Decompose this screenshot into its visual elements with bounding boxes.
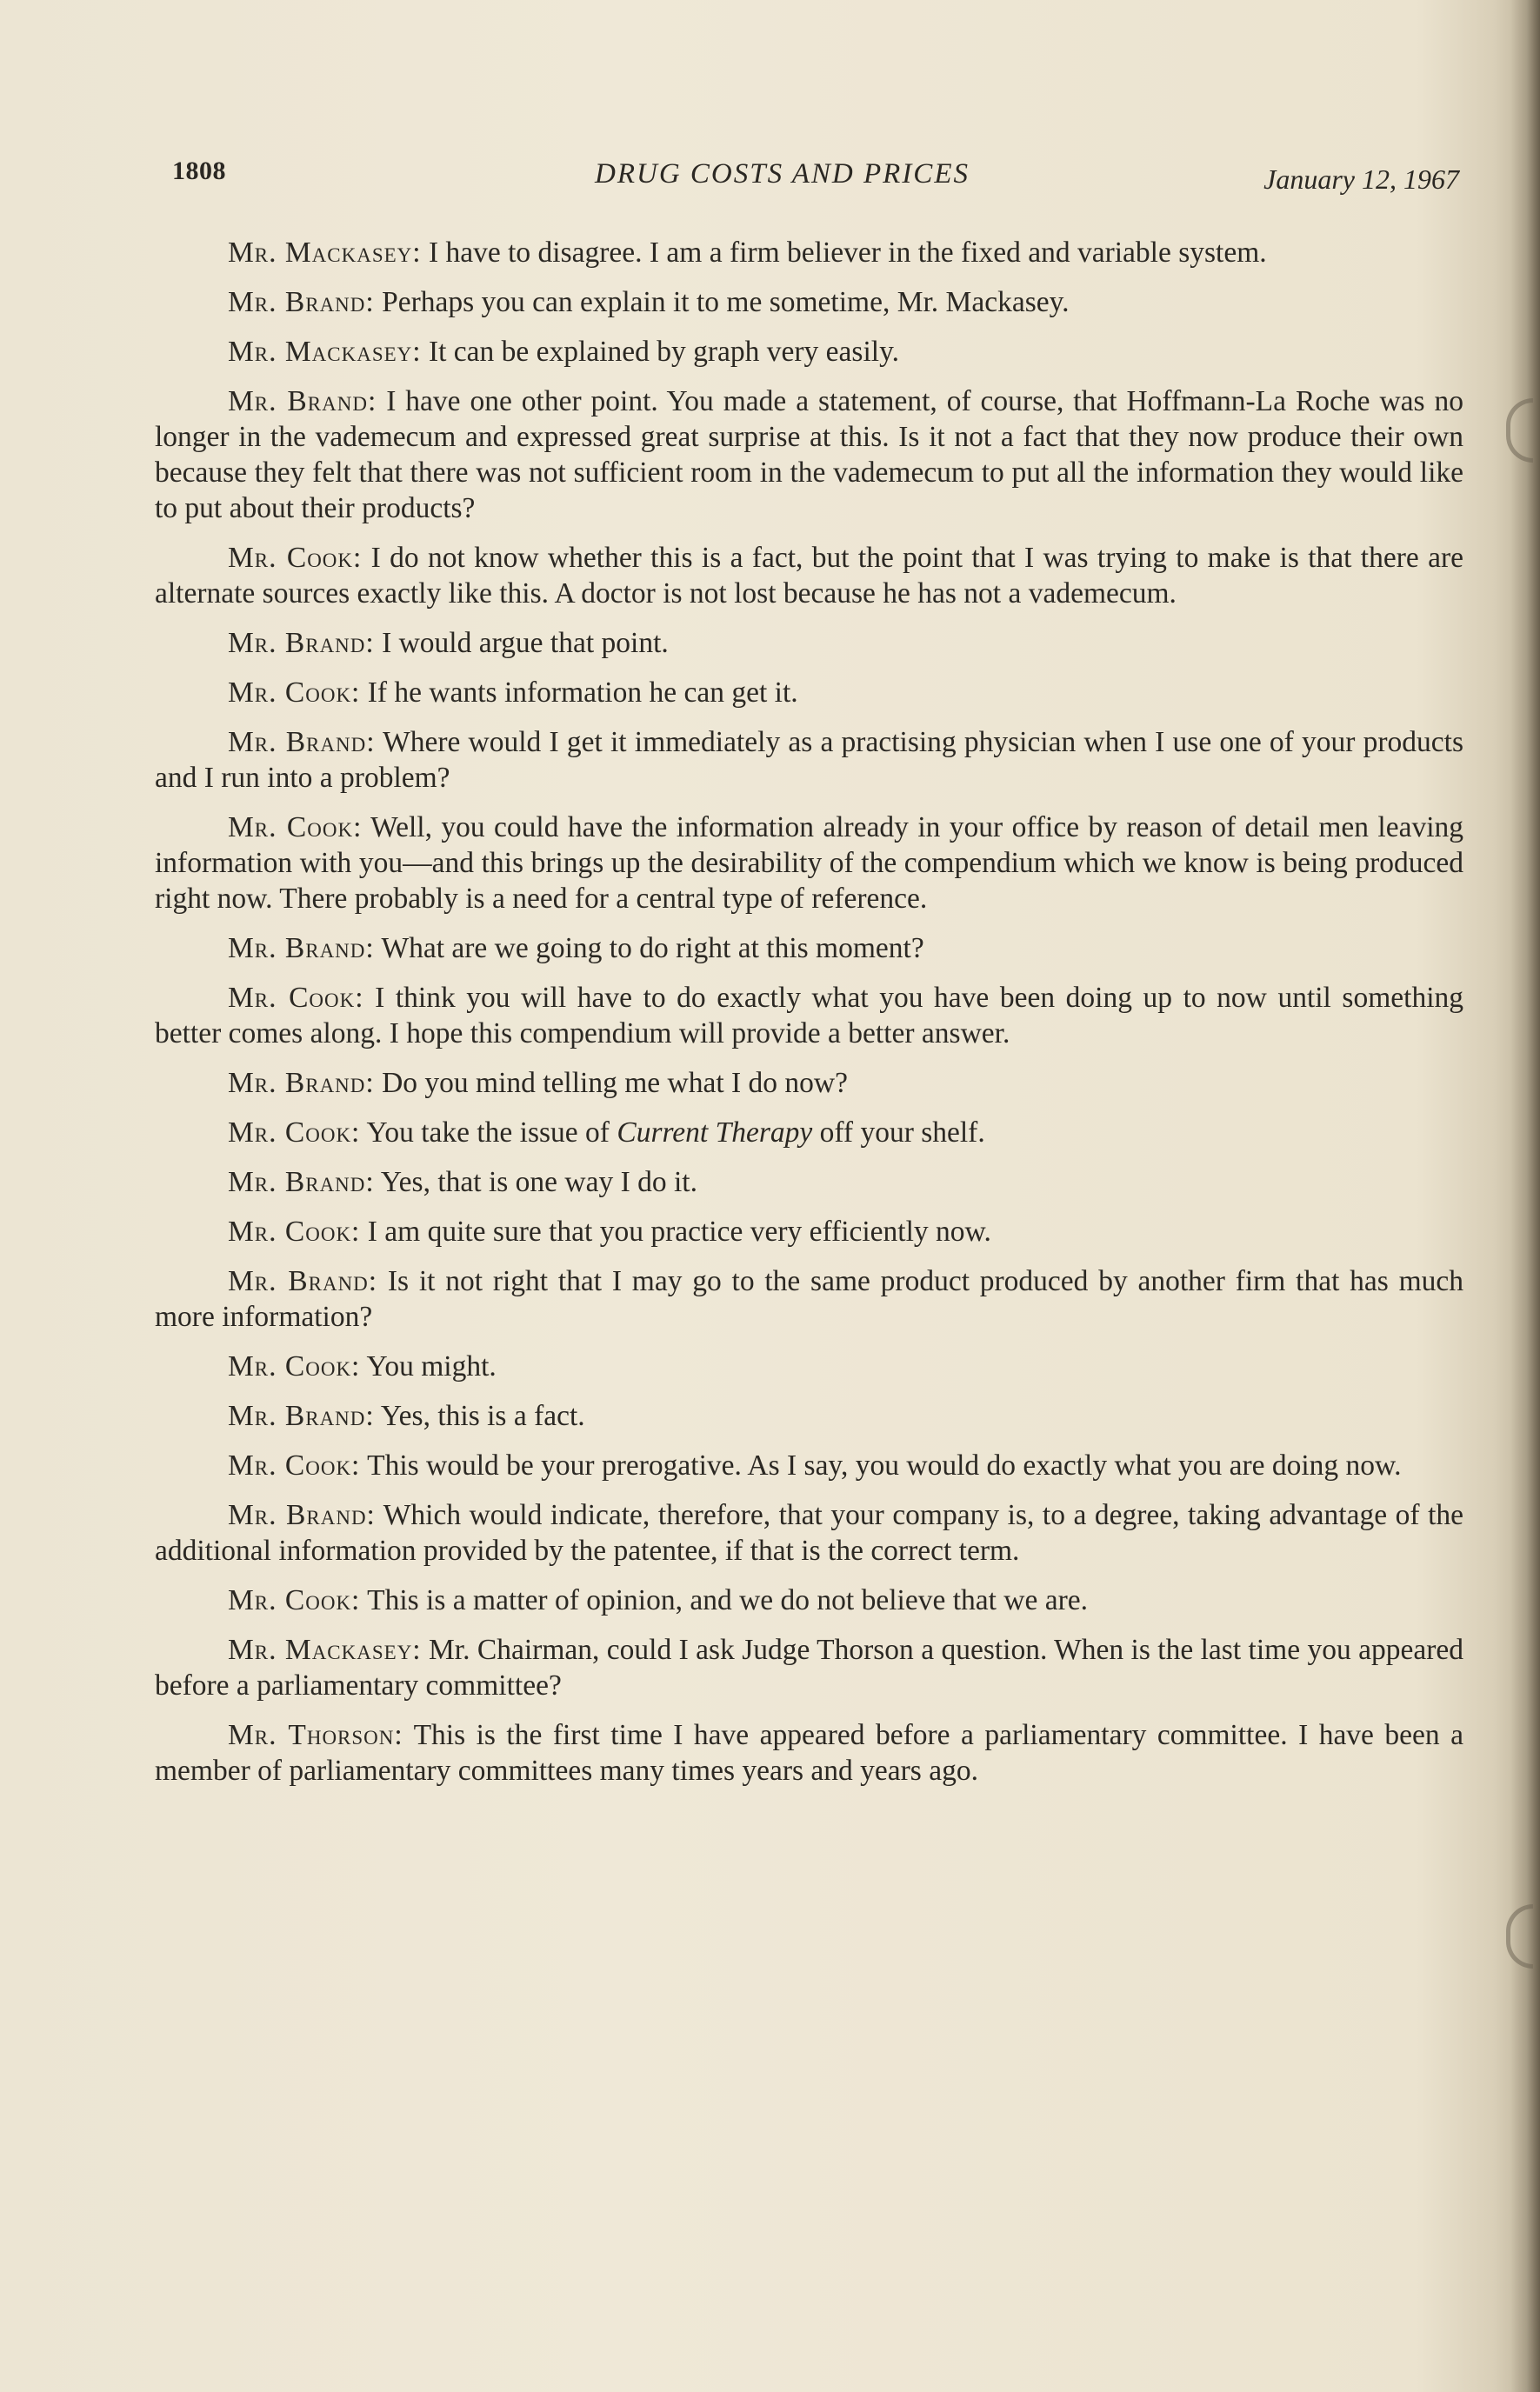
- speaker-name: Mr. Brand:: [228, 726, 376, 758]
- paragraph: [155, 625, 1463, 661]
- speaker-name: Mr. Cook:: [228, 1584, 361, 1616]
- paragraph-text: What are we going to do right at this moment?: [374, 932, 924, 964]
- speaker-name: Mr. Cook:: [228, 1350, 361, 1383]
- speaker-name: Mr. Brand:: [228, 1067, 375, 1099]
- paragraph: [155, 1164, 1463, 1200]
- paragraph-text: Mr. Chairman, could I ask Judge Thorson a question. When is the last time you appeared before a parliamentary committee?: [155, 1634, 1463, 1702]
- speaker-name: Mr. Brand:: [228, 1166, 375, 1198]
- paragraph: [155, 980, 1463, 1051]
- binding-edge-shadow: [1510, 0, 1540, 2392]
- speaker-name: Mr. Brand:: [228, 627, 375, 659]
- paragraph-text: Do you mind telling me what I do now?: [374, 1067, 848, 1099]
- paragraph-text: Perhaps you can explain it to me sometime, Mr. Mackasey.: [374, 286, 1070, 318]
- paragraph: [155, 1065, 1463, 1101]
- speaker-name: Mr. Cook:: [228, 1116, 361, 1149]
- speaker-name: Mr. Cook:: [228, 811, 363, 843]
- paragraph-text: Yes, this is a fact.: [374, 1400, 585, 1432]
- speaker-name: Mr. Mackasey:: [228, 1634, 422, 1666]
- speaker-name: Mr. Mackasey:: [228, 336, 422, 368]
- paragraph-text: I have one other point. You made a statement, of course, that Hoffmann-La Roche was no longer in the vademecum and expressed great surprise at this. Is it not a fact that they now produce their own because they felt that there was not sufficient room in the vademecum to put all the information they would like to put about their products?: [155, 385, 1464, 524]
- paragraph: [155, 383, 1463, 526]
- paragraph: [155, 1497, 1463, 1569]
- paragraph-text: This is a matter of opinion, and we do not believe that we are.: [360, 1584, 1089, 1616]
- paragraph: [155, 675, 1463, 710]
- paragraph-text: Is it not right that I may go to the same product produced by another firm that has much more information?: [155, 1265, 1464, 1333]
- speaker-name: Mr. Cook:: [228, 1449, 361, 1482]
- paragraph-text: I do not know whether this is a fact, but the point that I was trying to make is that there are alternate sources exactly like this. A doctor is not lost because he has not a vademecum.: [155, 542, 1463, 610]
- running-header: [172, 155, 1459, 198]
- paragraph: [155, 235, 1463, 270]
- paragraph-text-end: off your shelf.: [812, 1116, 985, 1149]
- speaker-name: Mr. Brand:: [228, 932, 375, 964]
- speaker-name: Mr. Cook:: [228, 676, 361, 709]
- speaker-name: Mr. Cook:: [228, 542, 363, 574]
- paragraph: [155, 930, 1463, 966]
- speaker-name: Mr. Brand:: [228, 1400, 375, 1432]
- paragraph: [155, 1349, 1463, 1384]
- paragraph-text: I would argue that point.: [374, 627, 669, 659]
- paragraph: [155, 1263, 1463, 1335]
- paragraph: [155, 1632, 1463, 1703]
- running-title: DRUG COSTS AND PRICES: [595, 158, 970, 190]
- paragraph-text: I have to disagree. I am a firm believer in the fixed and variable system.: [421, 237, 1267, 269]
- paragraph: [155, 1398, 1463, 1434]
- transcript-body: [155, 235, 1463, 1802]
- speaker-name: Mr. Brand:: [228, 286, 375, 318]
- paragraph-text: I think you will have to do exactly what you have been doing up to now until something better comes along. I hope this compendium will provide a better answer.: [155, 982, 1464, 1049]
- paragraph-text: This is the first time I have appeared before a parliamentary committee. I have been a member of parliamentary committees many times years and years ago.: [155, 1719, 1463, 1787]
- paragraph-text: Where would I get it immediately as a practising physician when I use one of your products and I run into a problem?: [155, 726, 1463, 794]
- publication-title: Current Therapy: [617, 1116, 813, 1149]
- paragraph-text: It can be explained by graph very easily.: [421, 336, 900, 368]
- paragraph: [155, 1115, 1463, 1150]
- header-date: January 12, 1967: [1263, 163, 1459, 195]
- paragraph-text: I am quite sure that you practice very efficiently now.: [360, 1216, 991, 1248]
- speaker-name: Mr. Thorson:: [228, 1719, 403, 1751]
- page-number: 1808: [172, 157, 226, 185]
- paragraph: [155, 334, 1463, 370]
- paragraph: [155, 284, 1463, 320]
- paragraph-text: You might.: [360, 1350, 497, 1383]
- speaker-name: Mr. Brand:: [228, 1265, 378, 1297]
- paragraph-text: Which would indicate, therefore, that your company is, to a degree, taking advantage of the additional information provided by the patentee, if that is the correct term.: [155, 1499, 1463, 1567]
- paragraph: [155, 1582, 1463, 1618]
- speaker-name: Mr. Brand:: [228, 385, 377, 417]
- paragraph-text: You take the issue of: [360, 1116, 617, 1149]
- speaker-name: Mr. Brand:: [228, 1499, 376, 1531]
- paragraph: [155, 1214, 1463, 1249]
- paragraph: [155, 1448, 1463, 1483]
- paragraph: [155, 1717, 1463, 1789]
- speaker-name: Mr. Cook:: [228, 1216, 361, 1248]
- speaker-name: Mr. Cook:: [228, 982, 364, 1014]
- paragraph-text: Yes, that is one way I do it.: [374, 1166, 697, 1198]
- paragraph-text: This would be your prerogative. As I say, you would do exactly what you are doing now.: [360, 1449, 1402, 1482]
- paragraph-text: If he wants information he can get it.: [360, 676, 798, 709]
- paragraph: [155, 810, 1463, 916]
- speaker-name: Mr. Mackasey:: [228, 237, 422, 269]
- paragraph-text: Well, you could have the information already in your office by reason of detail men leaving information with you—and this brings up the desirability of the compendium which we know is being produced right now. There probably is a need for a central type of reference.: [155, 811, 1464, 915]
- paragraph: [155, 540, 1463, 611]
- paragraph: [155, 724, 1463, 796]
